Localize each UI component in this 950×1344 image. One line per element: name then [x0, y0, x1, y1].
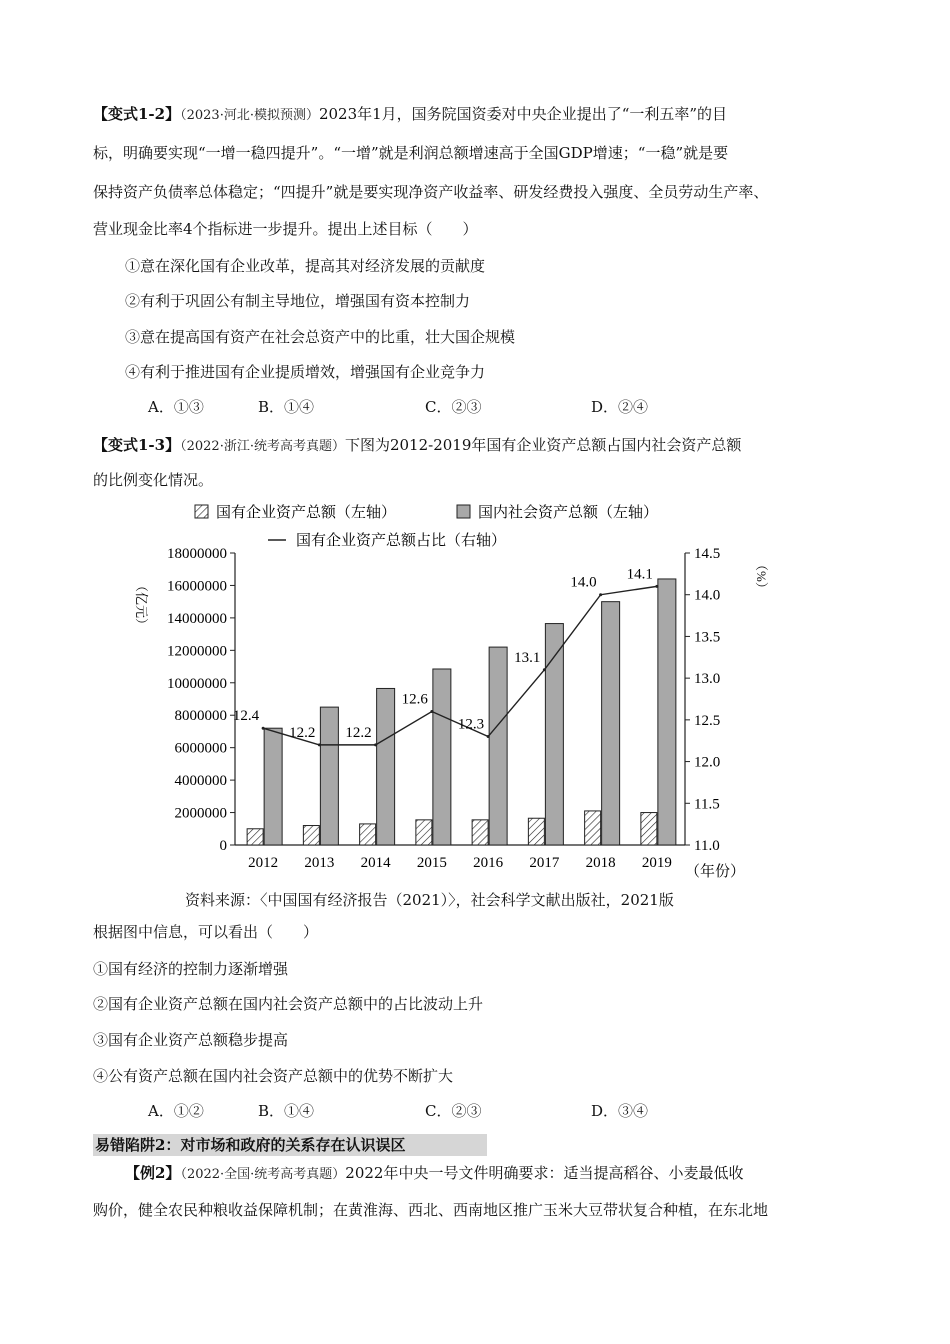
ratio-point — [655, 585, 658, 588]
q13-item-1: ①国有经济的控制力逐渐增强 — [93, 960, 289, 978]
right-axis-unit: （%） — [754, 558, 769, 595]
q12-text-1: 2023年1月，国务院国资委对中央企业提出了“一利五率”的目 — [318, 105, 728, 123]
q13-item-3: ③国有企业资产总额稳步提高 — [93, 1031, 289, 1049]
q12-line-1 — [93, 104, 863, 126]
q13-option-d[interactable]: D．③④ — [591, 1102, 649, 1120]
left-tick-label: 4000000 — [174, 773, 227, 790]
q12-option-d[interactable]: D．②④ — [591, 398, 649, 416]
right-tick-label: 14.5 — [694, 546, 721, 562]
right-tick-label: 12.0 — [694, 754, 721, 771]
ratio-data-label: 13.1 — [514, 649, 541, 666]
asset-ratio-chart — [120, 495, 820, 885]
right-tick-label: 12.5 — [694, 712, 721, 729]
q13-option-b[interactable]: B．①④ — [258, 1102, 315, 1120]
right-tick-label: 11.0 — [694, 838, 720, 854]
ex2-text-1: 2022年中央一号文件明确要求：适当提高稻谷、小麦最低收 — [345, 1164, 744, 1182]
q13-source: （2022·浙江·统考高考真题） — [180, 439, 345, 454]
q12-option-c[interactable]: C．②③ — [425, 398, 482, 416]
q13-tag: 【变式1-3】 — [93, 436, 181, 454]
legend-label-ratio: 国有企业资产总额占比（右轴） — [296, 533, 507, 549]
ratio-data-label: 14.0 — [570, 574, 597, 591]
left-tick-label: 18000000 — [167, 546, 227, 562]
ratio-data-label: 12.3 — [457, 716, 485, 733]
q12-option-b[interactable]: B．①④ — [258, 398, 315, 416]
bar-total-assets — [602, 602, 620, 845]
x-tick-label: 2018 — [585, 855, 616, 871]
ratio-data-label: 12.4 — [232, 708, 260, 725]
q13-item-2: ②国有企业资产总额在国内社会资产总额中的占比波动上升 — [93, 995, 484, 1013]
q13-prompt: 根据图中信息，可以看出（ ） — [93, 923, 319, 941]
q13-option-c[interactable]: C．②③ — [425, 1102, 482, 1120]
q12-line-3: 保持资产负债率总体稳定；“四提升”就是要实现净资产收益率、研发经费投入强度、全员劳动生产率、 — [93, 183, 769, 201]
legend-label-soe: 国有企业资产总额（左轴） — [216, 505, 397, 521]
q12-item-1: ①意在深化国有企业改革，提高其对经济发展的贡献度 — [125, 257, 486, 275]
x-tick-label: 2013 — [304, 855, 335, 871]
ratio-data-label: 12.2 — [345, 724, 372, 741]
left-tick-label: 0 — [219, 838, 227, 854]
left-tick-label: 10000000 — [167, 675, 227, 692]
q13-item-4: ④公有资产总额在国内社会资产总额中的优势不断扩大 — [93, 1067, 454, 1085]
ex2-line-2: 购价，健全农民种粮收益保障机制；在黄淮海、西北、西南地区推广玉米大豆带状复合种植，在东北地 — [93, 1201, 769, 1219]
bar-total-assets — [433, 669, 451, 845]
left-tick-label: 16000000 — [167, 578, 227, 595]
q12-item-4: ④有利于推进国有企业提质增效，增强国有企业竞争力 — [125, 363, 486, 381]
x-tick-label: 2014 — [360, 855, 391, 871]
ratio-data-label: 14.1 — [626, 566, 653, 583]
left-tick-label: 6000000 — [174, 740, 227, 757]
bar-soe-assets — [247, 829, 263, 845]
x-tick-label: 2016 — [473, 855, 504, 871]
ratio-point — [487, 735, 490, 738]
ratio-point — [599, 593, 602, 596]
bar-total-assets — [377, 688, 395, 845]
bar-total-assets — [264, 728, 282, 845]
left-tick-label: 8000000 — [174, 708, 227, 725]
q12-line-2: 标，明确要实现“一增一稳四提升”。“一增”就是利润总额增速高于全国GDP增速；“一稳”就是要 — [93, 144, 729, 162]
left-tick-label: 12000000 — [167, 643, 227, 660]
ex2-line-1 — [125, 1163, 865, 1185]
q13-line-1 — [93, 435, 863, 457]
x-tick-label: 2019 — [641, 855, 672, 871]
q12-tag: 【变式1-2】 — [93, 105, 181, 123]
ratio-point — [543, 668, 546, 671]
ratio-data-label: 12.6 — [401, 691, 428, 708]
ratio-point — [262, 727, 265, 730]
bar-soe-assets — [416, 820, 432, 845]
legend-swatch-total — [457, 505, 470, 518]
right-tick-label: 11.5 — [694, 796, 720, 813]
x-tick-label: 2012 — [248, 855, 279, 871]
bar-total-assets — [489, 647, 507, 845]
left-axis-unit: （亿元） — [134, 579, 149, 632]
ratio-point — [318, 743, 321, 746]
q13-option-a[interactable]: A．①② — [148, 1102, 204, 1120]
bar-soe-assets — [585, 811, 601, 845]
bar-soe-assets — [472, 820, 488, 845]
bar-soe-assets — [360, 824, 376, 845]
bar-soe-assets — [528, 818, 544, 845]
left-tick-label: 2000000 — [174, 805, 227, 822]
q12-line-4: 营业现金比率4个指标进一步提升。提出上述目标（ ） — [93, 220, 478, 238]
q12-item-2: ②有利于巩固公有制主导地位，增强国有资本控制力 — [125, 292, 471, 310]
section-title-banner: 易错陷阱2：对市场和政府的关系存在认识误区 — [93, 1134, 487, 1156]
bar-total-assets — [658, 579, 676, 845]
q12-option-a[interactable]: A．①③ — [148, 398, 204, 416]
ratio-data-label: 12.2 — [289, 724, 316, 741]
x-tick-label: 2015 — [416, 855, 447, 871]
right-tick-label: 13.0 — [694, 671, 721, 688]
ex2-source: （2022·全国·统考高考真题） — [180, 1167, 346, 1182]
bar-total-assets — [320, 707, 338, 845]
legend-swatch-soe — [195, 505, 208, 518]
plot-area — [167, 546, 720, 871]
left-tick-label: 14000000 — [167, 610, 227, 627]
x-tick-label: 2017 — [529, 855, 560, 871]
legend-label-total: 国内社会资产总额（左轴） — [478, 505, 659, 521]
right-tick-label: 13.5 — [694, 629, 721, 646]
q13-text-1: 下图为2012-2019年国有企业资产总额占国内社会资产总额 — [344, 436, 742, 454]
ratio-point — [374, 743, 377, 746]
ex2-tag: 【例2】 — [125, 1164, 181, 1182]
q12-source: （2023·河北·模拟预测） — [180, 108, 319, 123]
q13-line-2: 的比例变化情况。 — [93, 471, 214, 489]
bar-soe-assets — [303, 826, 319, 845]
right-tick-label: 14.0 — [694, 587, 721, 604]
q12-item-3: ③意在提高国有资产在社会总资产中的比重，壮大国企规模 — [125, 328, 516, 346]
x-axis-unit: （年份） — [685, 864, 746, 880]
chart-source-note: 资料来源：〈中国国有经济报告（2021）〉，社会科学文献出版社，2021版 — [185, 891, 674, 909]
ratio-point — [430, 710, 433, 713]
bar-soe-assets — [641, 813, 657, 845]
